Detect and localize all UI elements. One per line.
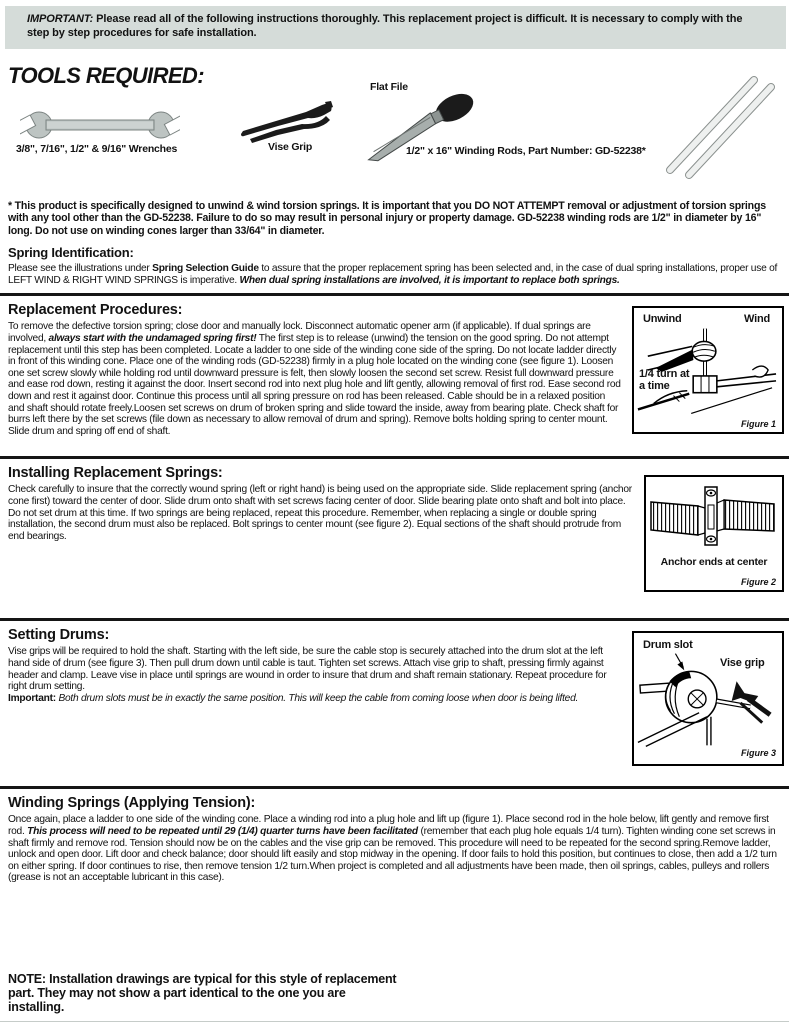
figure1-wind-label: Wind: [744, 313, 770, 326]
vise-grip-illustration: [238, 99, 333, 144]
flat-file-label: Flat File: [370, 81, 408, 93]
text-run: (remember that each plug hole equals 1/4 turn). Tighten winding cone set screws in shaft firmly and remove rod. Tension should now be on the cables and the vise grip can be removed. This procedure will need to be repeated for the second spring.Remove ladder, unlock and open door. Lift door and check balance; door should lift easily and stop midway in the opening. If door fails to hold this position, but continues to close, then add a 1/2 turn on either spring. If door continues to rise, then remove tension 1/2 turn.When project is completed and all adjustments have been made, then oil springs, cables, pulleys and rollers (grease is not an acceptable lubricant in this case).: [8, 826, 777, 884]
text-run: Please see the illustrations under: [8, 263, 153, 275]
text-run: Check carefully to insure that the correctly wound spring (left or right hand) is being used on the appropriate side. Slide replacement spring (anchor cone first) toward the center of door. Slide drum onto shaft with set screws facing center of door. Slide bearing plate onto shaft and bolt into place. Do not set drum at this time. If two springs are being replaced, repeat this procedure. Remember, when replacing a single or double spring installation, the second drum must also be replaced. Bolt springs to center mount (see figure 2). Equal sections of the shaft should protrude from end bearings.: [8, 484, 632, 542]
installation-note: [8, 972, 400, 1014]
setting-drums-section: [0, 621, 789, 779]
text-run: Once again, place a ladder to one side of the winding cone. Place a winding rod into a plug hole and lift up (figure 1). Place second rod in the hole below, lift gently and remove first rod.: [8, 814, 769, 837]
tools-required-section: [0, 49, 789, 191]
figure3-vise-grip-label: Vise grip: [720, 657, 765, 670]
winding-rods-caption: 1/2" x 16" Winding Rods, Part Number: GD-52238*: [406, 145, 646, 157]
figure-1-box: [632, 306, 784, 434]
text-run: The first step is to release (unwind) the tension on the good spring. Do not attempt replacement until this step has been completed. Locate a ladder to one side of the winding cone side of the spring. Do not locate ladder directly in front of this winding cone. Place one of the winding rods (GD-52238) firmly in a plug hole located on the winding cone (see figure 1). Loosen one set screw slowly while holding rod until downward pressure is felt, then slowly loosen the second set screw. Resist full downward pressure and ease rod down, resting it against the door. Insert second rod into next plug hole and lift gently, allowing removal of first rod. Ease second rod down and rest it against door. Continue this process until all spring pressure on rod has been released. Cable should be in a relaxed position and shaft should rotate freely.Loosen set screws on drum of broken spring and slide toward the inside, away from bearing plate. Check shaft for burrs left there by the set screws (file down as necessary to allow removal of drum and spring). Remove bolts holding spring to center mount. Slide drum and spring off end of shaft.: [8, 333, 621, 437]
figure3-illustration: [634, 649, 778, 747]
text-run: to assure that the proper replacement spring has been selected and, in the case of dual spring installations, proper use of LEFT WIND & RIGHT WIND SPRINGS is imperative.: [8, 263, 778, 286]
figure2-anchor-label: Anchor ends at center: [660, 556, 768, 569]
installing-springs-section: [0, 459, 789, 611]
figure3-drum-slot-label: Drum slot: [643, 639, 693, 652]
spring-identification-section: [0, 245, 789, 286]
figure1-caption: Figure 1: [740, 419, 776, 430]
wrench-illustration: [20, 104, 180, 146]
text-run: This process will need to be repeated until 29 (1/4) quarter turns have been facilitated: [27, 826, 418, 837]
text-run: Important:: [8, 692, 56, 704]
winding-springs-text: [8, 814, 783, 884]
gd52238-disclaimer: [8, 200, 783, 237]
winding-springs-section: [0, 789, 789, 884]
figure-3-box: [632, 631, 784, 766]
bottom-rule: [0, 1021, 789, 1022]
text-run: IMPORTANT:: [27, 13, 94, 25]
figure1-quarter-turn-label: 1/4 turn at a time: [639, 368, 690, 393]
tools-required-heading: TOOLS REQUIRED:: [8, 63, 204, 88]
figure-2-box: [644, 475, 784, 592]
text-run: * This product is specifically designed to unwind & wind torsion springs. It is important that you DO NOT ATTEMPT removal or adjustment of torsion springs with any tool other than the GD-52238. Failure to do so may result in personal injury or property damage. GD-52238 winding rods are 1/2" in diameter by 16" long. Do not use on winding cones larger than 33/64" in diameter.: [8, 200, 766, 237]
winding-rods-illustration: [658, 71, 778, 179]
important-banner: [5, 6, 786, 49]
wrenches-caption: 3/8", 7/16", 1/2" & 9/16" Wrenches: [16, 143, 178, 155]
replacement-procedures-section: [0, 296, 789, 449]
figure2-caption: Figure 2: [740, 577, 776, 588]
text-run: When dual spring installations are involved, it is important to replace both springs.: [239, 274, 620, 286]
text-run: Both drum slots must be in exactly the same position. This will keep the cable from coming loose when door is being lifted.: [55, 692, 579, 704]
setting-drums-heading: Setting Drums:: [8, 627, 110, 644]
vise-grip-caption: Vise Grip: [268, 141, 313, 153]
text-run: Please read all of the following instructions thoroughly. This replacement project is difficult. It is necessary to comply with the step by step procedures for safe installation.: [27, 13, 743, 39]
text-run: Vise grips will be required to hold the shaft. Starting with the left side, be sure the cable stop is securely attached into the drum slot at the left hand side of drum (see figure 3). Then pull drum down until cable is taut. Tighten set screws. Attach vise grip to shaft, pressing firmly against header and clamp. Leave vise in place until springs are wound in order to insure that drum and shaft remain stationary. Repeat procedure for right drum setting.: [8, 646, 607, 693]
winding-springs-heading: Winding Springs (Applying Tension):: [8, 795, 256, 812]
figure3-caption: Figure 3: [740, 748, 776, 759]
text-run: To remove the defective torsion spring; close door and manually lock. Disconnect automatic opener arm (if applicable). If dual springs are involved,: [8, 321, 591, 344]
spring-identification-text: [8, 263, 783, 286]
text-run: Spring Selection Guide: [152, 263, 259, 275]
figure2-illustration: [648, 485, 777, 547]
replacement-procedures-heading: Replacement Procedures:: [8, 302, 183, 319]
text-run: always start with the undamaged spring first!: [48, 333, 257, 344]
spring-identification-heading: Spring Identification:: [8, 245, 134, 261]
installing-springs-heading: Installing Replacement Springs:: [8, 465, 223, 482]
text-run: NOTE: Installation drawings are typical for this style of replacement part. They may not show a part identical to the one you are installing.: [8, 972, 397, 1014]
figure1-unwind-label: Unwind: [643, 313, 682, 326]
